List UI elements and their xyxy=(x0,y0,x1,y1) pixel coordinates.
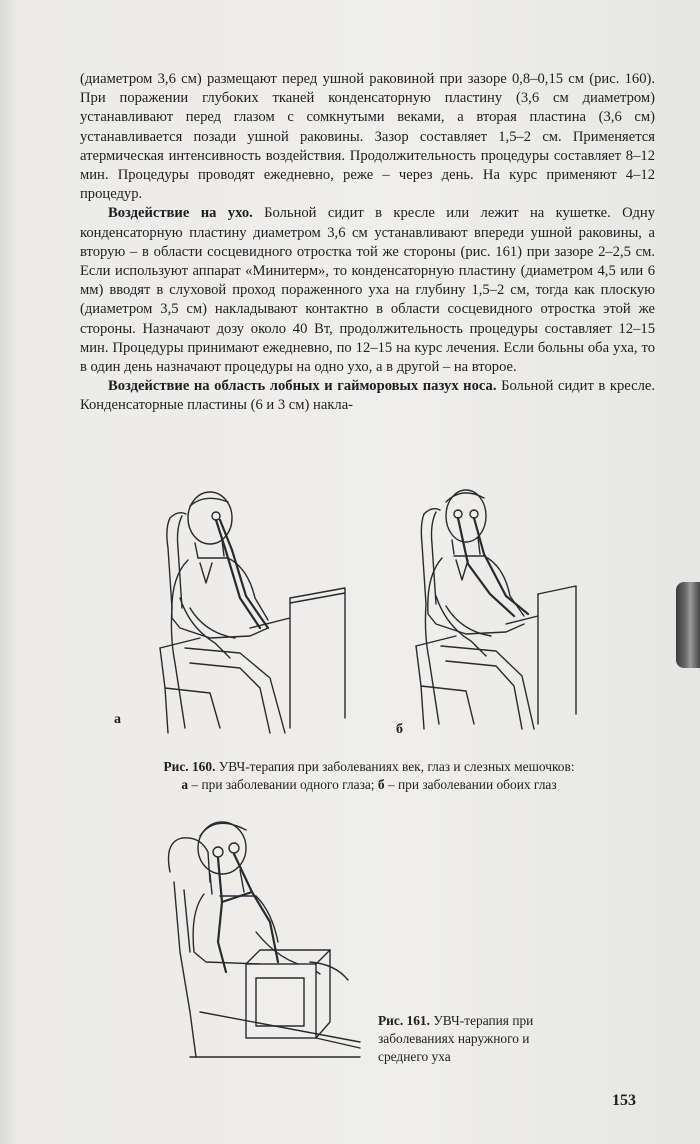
paragraph-2 xyxy=(80,204,655,377)
figure-160-caption-b-text: – при заболевании обоих глаз xyxy=(384,777,557,792)
figure-161-illustration xyxy=(160,812,365,1062)
figure-160a-label: а xyxy=(114,712,121,727)
paragraph-3 xyxy=(80,377,655,415)
figure-160-caption-line2 xyxy=(80,776,658,794)
paragraph-1 xyxy=(80,70,655,204)
paragraph-1-text: (диаметром 3,6 см) размещают перед ушной раковиной при зазоре 0,8–0,15 см (рис. 160). При поражении глубоких тканей конденсаторную пластину (3,6 см диаметром) устанавливают перед глазом с сомкнутыми веками, а вторая пластина (3,6 см) устанавливается позади ушной раковины. Зазор составляет 1,5–2 см. Применяется атермическая интенсивность воздействия. Продолжительность процедуры составляет 8–12 мин. Процедуры проводят ежедневно, реже – через день. На курс применяют 4–12 процедур. xyxy=(80,71,655,203)
figure-161-caption xyxy=(378,1012,578,1066)
page-edge-tab xyxy=(676,582,700,668)
paragraph-3-text: Больной сидит в кресле. Конденсаторные пластины (6 и 3 см) накла- xyxy=(80,378,655,414)
figure-160-caption-lead: Рис. 160. xyxy=(163,759,216,774)
figure-161-caption-text: УВЧ-терапия при заболеваниях наружного и среднего уха xyxy=(378,1013,534,1064)
figure-160a-illustration xyxy=(150,488,350,738)
paragraph-3-lead: Воздействие на область лобных и гайморовых пазух носа. xyxy=(108,378,497,395)
figure-160-caption-b: б xyxy=(377,777,385,792)
page-number: 153 xyxy=(612,1092,636,1109)
figure-160-caption xyxy=(80,758,658,794)
paragraph-2-text: Больной сидит в кресле или лежит на кушетке. Одну конденсаторную пластину диаметром 3,6 см устанавливают впереди ушной раковины, а вторую – в области сосцевидного отростка той же стороны (рис. 161) при зазоре 2–2,5 см. Если используют аппарат «Минитерм», то конденсаторную пластину (диаметром 4,5 или 6 мм) вводят в слуховой проход пораженного уха на глубину 1,5–2 см, тогда как плоскую (диаметром 3,5 см) накладывают контактно в области сосцевидного отростка этой же стороны. Назначают дозу около 40 Вт, продолжительность процедуры составляет 12–15 мин. Процедуры принимают ежедневно, по 12–15 на курс лечения. Если больны оба уха, то в один день назначают процедуры на одно ухо, а в другой – на второе. xyxy=(80,205,655,376)
figure-160-caption-a: а xyxy=(181,777,189,792)
body-text xyxy=(80,70,655,416)
figure-160-caption-text: УВЧ-терапия при заболеваниях век, глаз и слезных мешочков: xyxy=(215,759,575,774)
figure-160b-illustration xyxy=(410,484,580,734)
figure-160-caption-line1 xyxy=(80,758,658,776)
paragraph-2-lead: Воздействие на ухо. xyxy=(108,205,253,222)
figure-160-caption-a-text: – при заболевании одного глаза; xyxy=(188,777,378,792)
figure-161-caption-lead: Рис. 161. xyxy=(378,1013,430,1028)
figure-160b-label: б xyxy=(396,722,403,737)
